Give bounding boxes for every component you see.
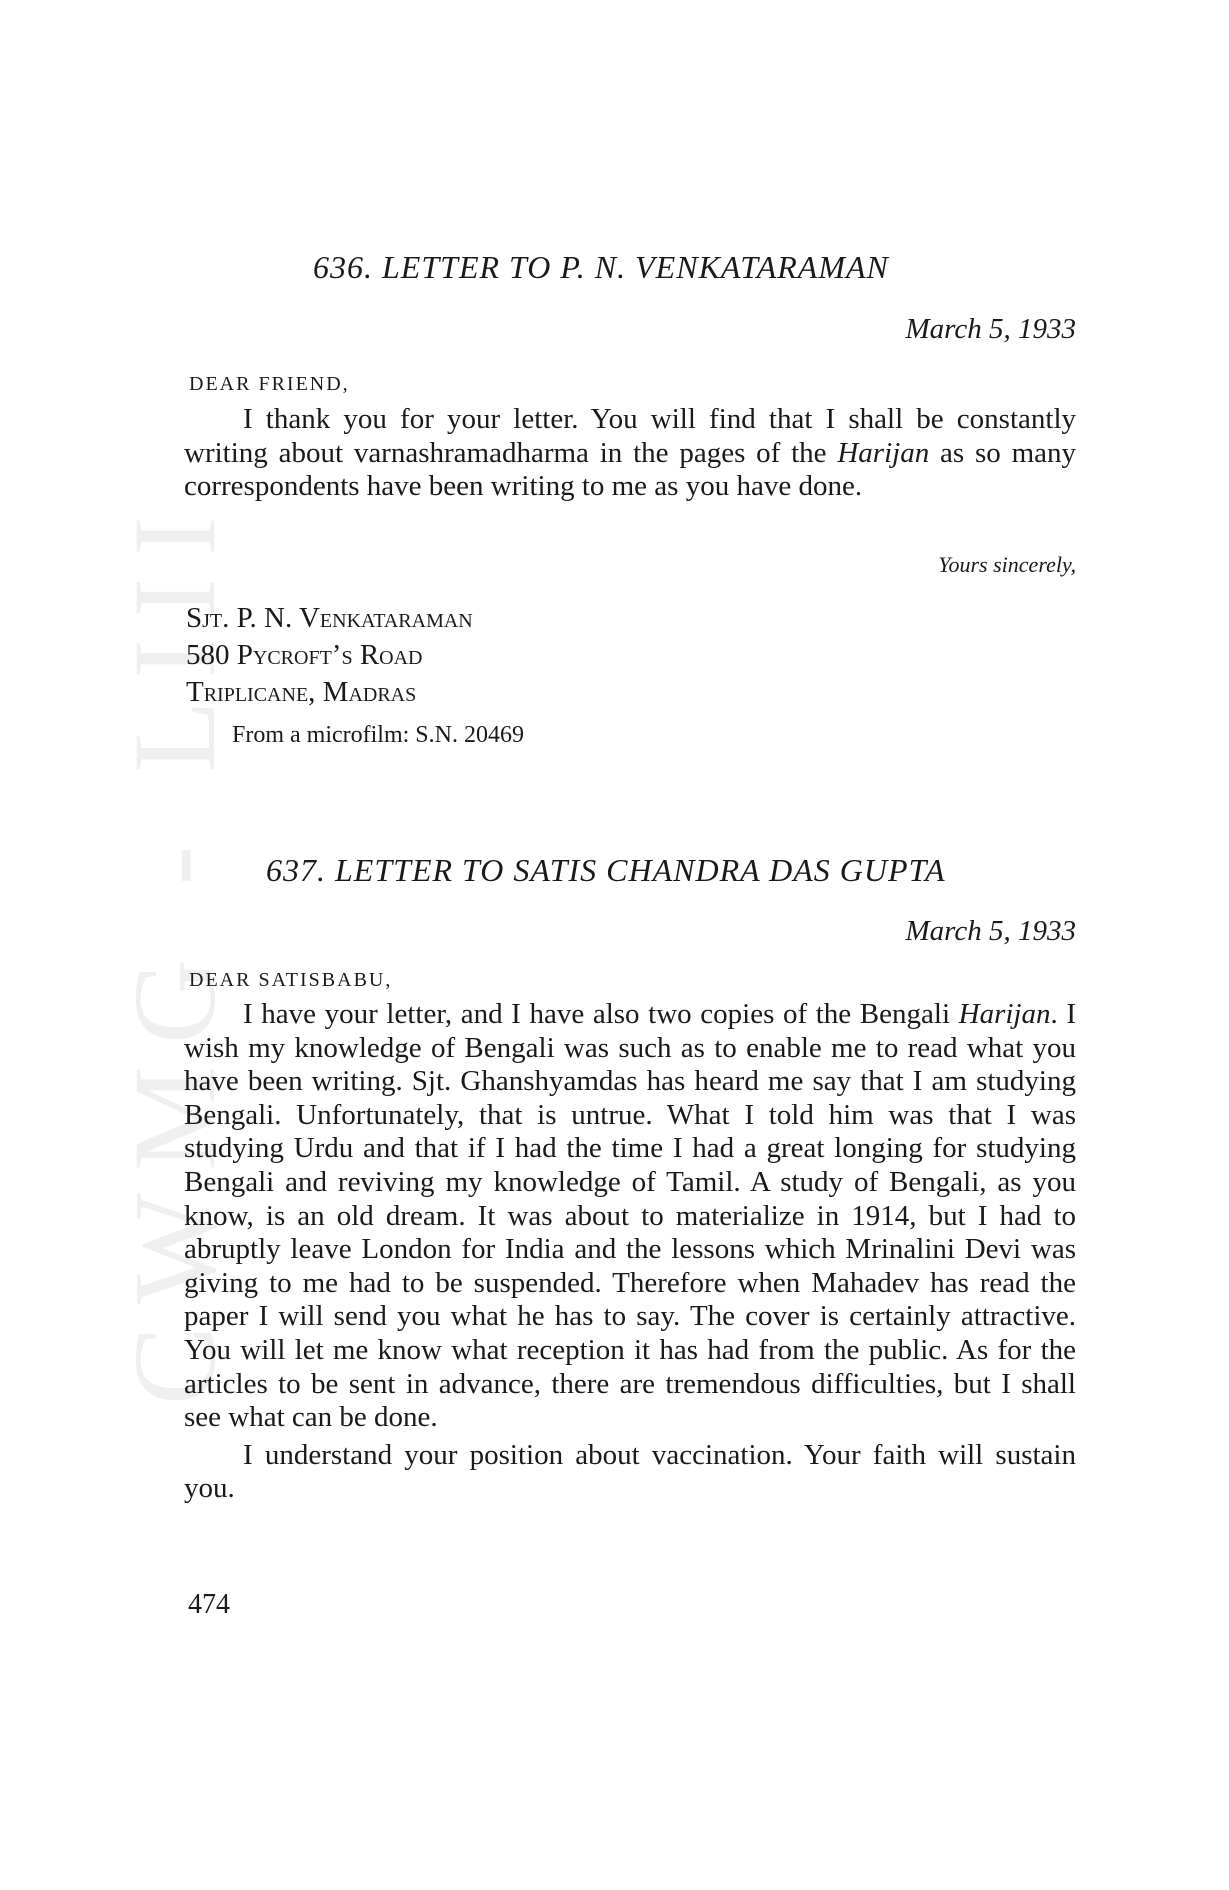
letter-636-body	[184, 403, 1076, 504]
letter-637-date: March 5, 1933	[905, 915, 1076, 947]
letter-637-heading: 637. LETTER TO SATIS CHANDRA DAS GUPTA	[266, 852, 946, 888]
address-line: 580 Pycroft’s Road	[186, 639, 423, 671]
letter-636-paragraph: I thank you for your letter. You will find that I shall be constantly writing about varnashramadharma in the pages of the Harijan as so many correspondents have been writing to me as you have done.	[184, 403, 1076, 503]
letter-637-paragraph-1: I have your letter, and I have also two copies of the Bengali Harijan. I wish my knowledge of Bengali was such as to enable me to read what you have been writing. Sjt. Ghanshyamdas has heard me say that I am studying Bengali. Unfortunately, that is untrue. What I told him was that I was studying Urdu and that if I had the time I had a great longing for studying Bengali and reviving my knowledge of Tamil. A study of Bengali, as you know, is an old dream. It was about to materialize in 1914, but I had to abruptly leave London for India and the lessons which Mrinalini Devi was giving to me had to be suspended. Therefore when Mahadev has read the paper I will send you what he has to say. The cover is certainly attractive. You will let me know what reception it has had from the public. As for the articles to be sent in advance, there are tremendous difficulties, but I shall see what can be done.	[184, 998, 1076, 1434]
address-line: Sjt. P. N. Venkataraman	[186, 602, 473, 634]
letter-637-paragraph-2: I understand your position about vaccination. Your faith will sustain you.	[184, 1438, 1076, 1505]
address-line: Triplicane, Madras	[186, 676, 417, 708]
letter-636-heading: 636. LETTER TO P. N. VENKATARAMAN	[313, 249, 889, 285]
letter-637-salutation: DEAR SATISBABU,	[189, 969, 393, 991]
letter-636-closing: Yours sincerely,	[938, 552, 1076, 577]
letter-637-body	[184, 998, 1076, 1506]
letter-636-date: March 5, 1933	[905, 313, 1076, 345]
letter-636-source: From a microfilm: S.N. 20469	[232, 722, 524, 748]
watermark: CWMG - LIII	[109, 494, 240, 1405]
letter-636-salutation: DEAR FRIEND,	[189, 373, 350, 395]
page-number: 474	[188, 1589, 230, 1620]
letter-636-address	[186, 600, 473, 711]
